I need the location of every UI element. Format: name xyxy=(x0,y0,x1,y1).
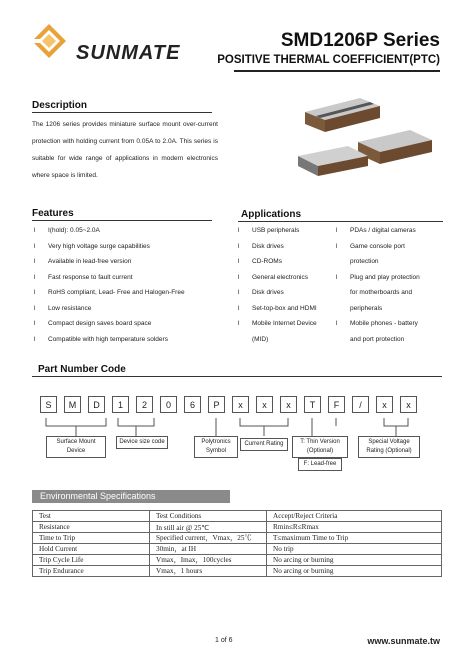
list-item: l Fast response to fault current xyxy=(34,273,133,281)
description-rule xyxy=(32,112,212,113)
brand-logo xyxy=(30,22,68,60)
pn-char: x xyxy=(256,396,273,413)
table-cell: No arcing or burning xyxy=(267,555,442,566)
brand-name: SUNMATE xyxy=(76,42,181,64)
list-item: for motherboards and xyxy=(350,289,413,296)
table-cell: In still air @ 25℃ xyxy=(150,522,267,533)
part-number-brackets xyxy=(40,418,440,438)
part-number-heading: Part Number Code xyxy=(38,364,126,375)
list-item: l USB peripherals xyxy=(238,227,300,234)
applications-col1 xyxy=(238,227,338,351)
pn-char: D xyxy=(88,396,105,413)
label-current-rating: Current Rating xyxy=(240,438,288,451)
table-row xyxy=(33,566,442,577)
pn-char: 1 xyxy=(112,396,129,413)
table-cell: Resistance xyxy=(33,522,150,533)
table-cell: T≤maximum Time to Trip xyxy=(267,533,442,544)
table-header-cell: Accept/Reject Criteria xyxy=(267,511,442,522)
table-cell: 30min，at IH xyxy=(150,544,267,555)
list-item: l General electronics xyxy=(238,273,308,281)
list-item: l PDAs / digital cameras xyxy=(336,227,416,234)
part-number-rule xyxy=(32,376,442,377)
pn-char: T xyxy=(304,396,321,413)
table-cell: Specified current，Vmax，25℃ xyxy=(150,533,267,544)
applications-col2 xyxy=(336,227,446,351)
table-cell: Trip Endurance xyxy=(33,566,150,577)
table-cell: Trip Cycle Life xyxy=(33,555,150,566)
list-item: l Mobile Internet Device xyxy=(238,320,317,327)
list-item: l Low resistance xyxy=(34,304,92,312)
page-number: 1 of 6 xyxy=(215,637,233,644)
pn-char: P xyxy=(208,396,225,413)
pn-char: / xyxy=(352,396,369,413)
table-row xyxy=(33,533,442,544)
label-surface-mount: Surface Mount Device xyxy=(46,436,106,458)
features-rule xyxy=(32,220,212,221)
pn-char: x xyxy=(232,396,249,413)
label-lead-free: F: Lead-free xyxy=(298,458,342,471)
title-rule xyxy=(234,70,440,72)
sub-title: POSITIVE THERMAL COEFFICIENT(PTC) xyxy=(217,54,440,66)
environmental-table xyxy=(32,510,442,577)
features-list xyxy=(34,227,224,351)
description-heading: Description xyxy=(32,100,88,111)
description-text: The 1206 series provides miniature surface mount over-current protection with holding current from 0.05A to 2.0A. This series is suitable for wide range of applications in modern electronics where space is limited. xyxy=(32,121,218,179)
table-header-cell: Test xyxy=(33,511,150,522)
table-cell: Hold Current xyxy=(33,544,150,555)
list-item: protection xyxy=(350,258,379,265)
list-item: l Set-top-box and HDMI xyxy=(238,304,317,312)
table-row xyxy=(33,555,442,566)
ptc-component-image xyxy=(250,90,440,200)
pn-char: S xyxy=(40,396,57,413)
table-cell: No trip xyxy=(267,544,442,555)
table-header-row xyxy=(33,511,442,522)
list-item: l Very high voltage surge capabilities xyxy=(34,242,150,250)
list-item: l Game console port xyxy=(336,242,405,250)
pn-char: 6 xyxy=(184,396,201,413)
table-cell: Rmin≤R≤Rmax xyxy=(267,522,442,533)
pn-char: F xyxy=(328,396,345,413)
list-item: l Plug and play protection xyxy=(336,273,420,281)
table-row xyxy=(33,522,442,533)
pn-char: x xyxy=(376,396,393,413)
features-heading: Features xyxy=(32,208,74,219)
list-item: and port protection xyxy=(350,335,405,343)
part-number-boxes xyxy=(40,396,440,413)
list-item: peripherals xyxy=(350,304,383,312)
list-item: l CD-ROMs xyxy=(238,258,282,265)
list-item: l Available in lead-free version xyxy=(34,258,132,265)
applications-heading: Applications xyxy=(241,209,302,220)
label-polytronics: Polytronics Symbol xyxy=(194,436,238,458)
list-item: l RoHS compliant, Lead- Free and Halogen-Free xyxy=(34,289,185,296)
label-device-size: Device size code xyxy=(116,436,168,449)
list-item: l Disk drives xyxy=(238,242,284,250)
list-item: l Disk drives xyxy=(238,289,284,296)
series-title: SMD1206P Series xyxy=(280,30,440,51)
list-item: l Compatible with high temperature solders xyxy=(34,335,168,343)
table-header-cell: Test Conditions xyxy=(150,511,267,522)
pn-char: 2 xyxy=(136,396,153,413)
table-row xyxy=(33,544,442,555)
table-cell: Vmax，1 hours xyxy=(150,566,267,577)
environmental-heading: Environmental Specifications xyxy=(32,490,230,503)
pn-char: x xyxy=(400,396,417,413)
table-cell: Vmax，Imax，100cycles xyxy=(150,555,267,566)
table-cell: No arcing or burning xyxy=(267,566,442,577)
list-item: (MID) xyxy=(252,335,269,343)
applications-rule xyxy=(238,221,443,222)
pn-char: x xyxy=(280,396,297,413)
pn-char: 0 xyxy=(160,396,177,413)
label-special-voltage: Special Voltage Rating (Optional) xyxy=(358,436,420,458)
website-link[interactable]: www.sunmate.tw xyxy=(367,636,440,646)
list-item: l I(hold): 0.05~2.0A xyxy=(34,227,100,234)
list-item: l Mobile phones - battery xyxy=(336,320,418,327)
label-thin-version: T: Thin Version (Optional) xyxy=(292,436,348,458)
pn-char: M xyxy=(64,396,81,413)
table-cell: Time to Trip xyxy=(33,533,150,544)
list-item: l Compact design saves board space xyxy=(34,320,152,327)
